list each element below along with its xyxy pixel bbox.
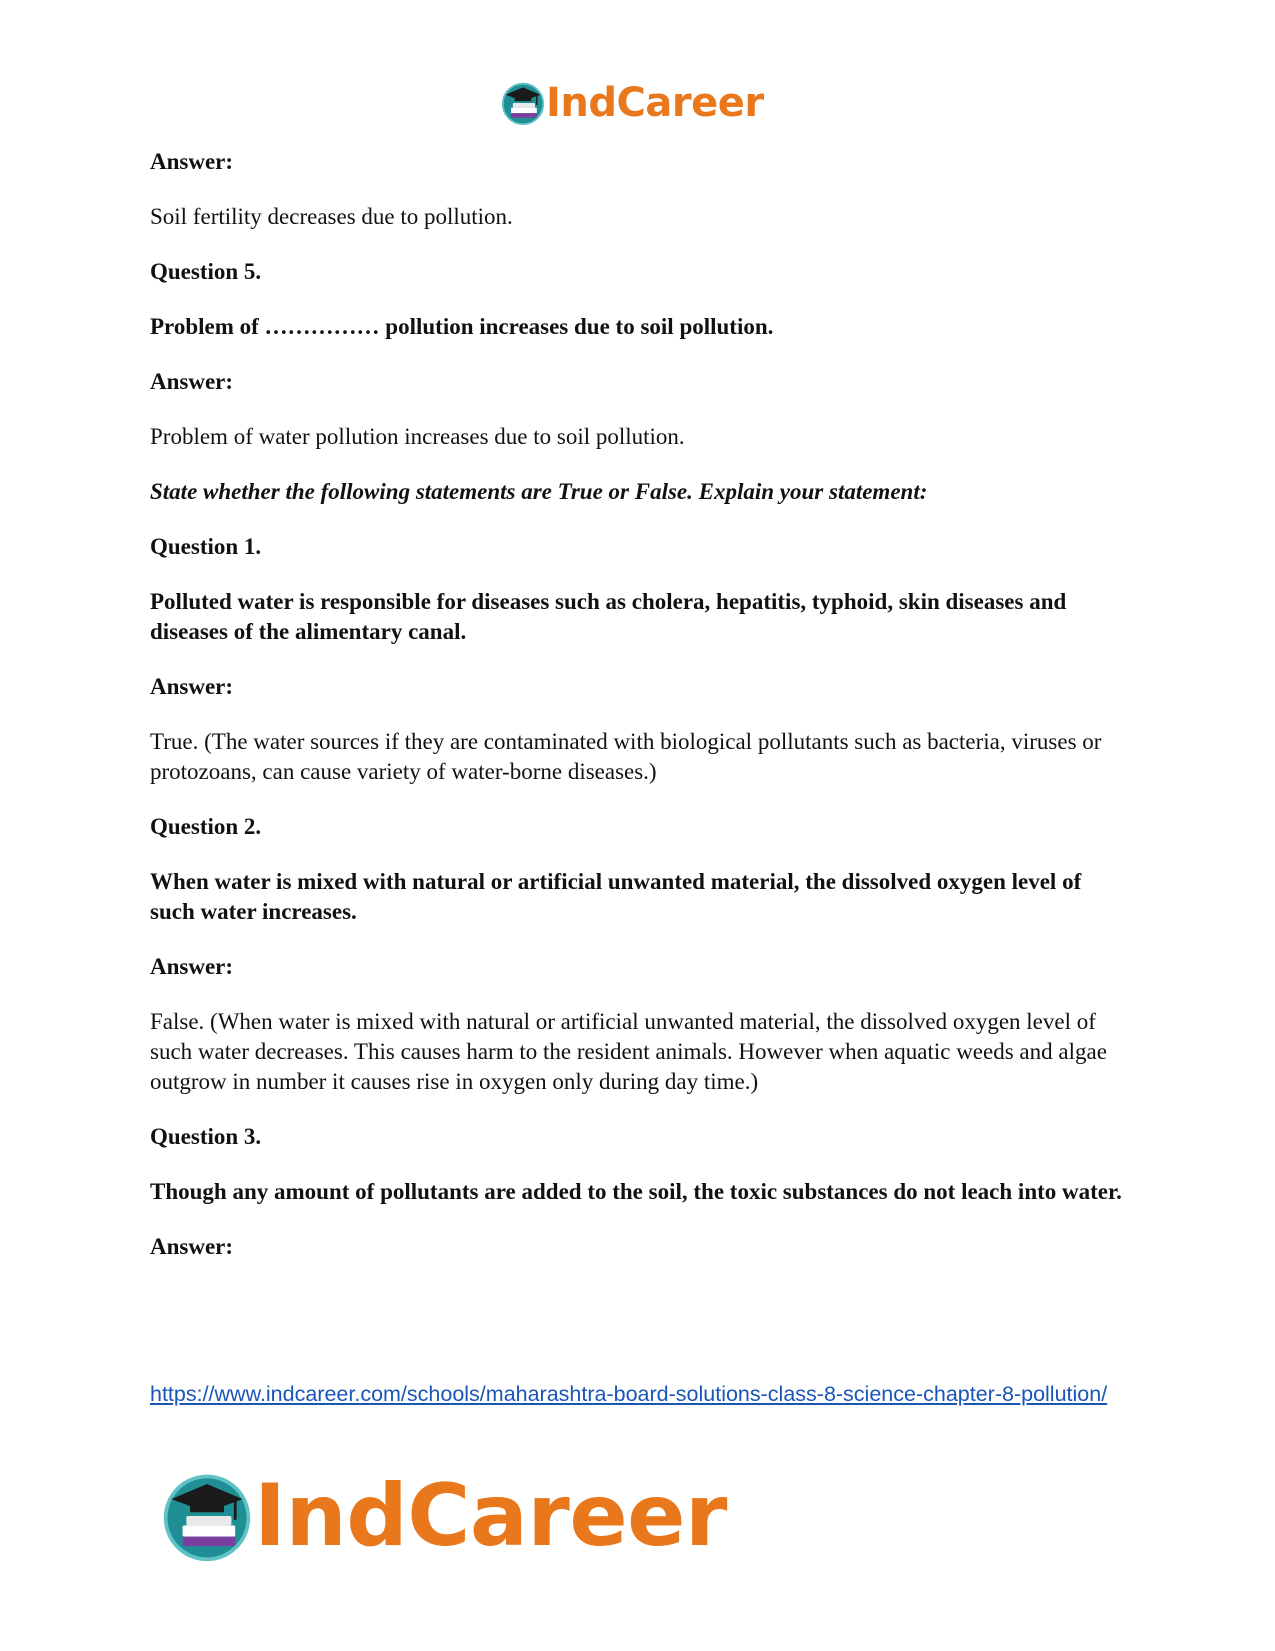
question-heading: Question 3.: [150, 1124, 262, 1149]
header-logo: [500, 78, 764, 128]
answer-heading: Answer:: [150, 149, 234, 174]
answer-heading: Answer:: [150, 369, 234, 394]
answer-heading: Answer:: [150, 954, 234, 979]
footer-logo: [160, 1466, 727, 1566]
source-link[interactable]: https://www.indcareer.com/schools/maharashtra-board-solutions-class-8-science-chapter-8-pollution/: [150, 1382, 1108, 1406]
question-heading: Question 2.: [150, 814, 262, 839]
graduation-cap-books-globe-icon: [500, 80, 546, 126]
section-instruction: State whether the following statements are True or False. Explain your statement:: [150, 479, 928, 504]
document-body: [150, 147, 1130, 1287]
graduation-cap-books-globe-icon: [160, 1469, 254, 1563]
question-heading: Question 1.: [150, 534, 262, 559]
question-text: Though any amount of pollutants are added to the soil, the toxic substances do not leach into water.: [150, 1179, 1122, 1204]
answer-heading: Answer:: [150, 674, 234, 699]
question-heading: Question 5.: [150, 259, 262, 284]
answer-text: Problem of water pollution increases due to soil pollution.: [150, 424, 685, 449]
question-text: Polluted water is responsible for diseases such as cholera, hepatitis, typhoid, skin diseases and diseases of the alimentary canal.: [150, 589, 1067, 644]
answer-heading: Answer:: [150, 1234, 234, 1259]
logo-text: IndCareer: [546, 80, 764, 126]
answer-text: Soil fertility decreases due to pollution.: [150, 204, 513, 229]
logo-text: IndCareer: [254, 1466, 727, 1566]
answer-text: True. (The water sources if they are contaminated with biological pollutants such as bacteria, viruses or protozoans, can cause variety of water-borne diseases.): [150, 729, 1102, 784]
question-text: Problem of …………… pollution increases due to soil pollution.: [150, 314, 774, 339]
answer-text: False. (When water is mixed with natural or artificial unwanted material, the dissolved oxygen level of such water decreases. This causes harm to the resident animals. However when aquatic weeds and algae outgrow in number it causes rise in oxygen only during day time.): [150, 1009, 1107, 1094]
question-text: When water is mixed with natural or artificial unwanted material, the dissolved oxygen level of such water increases.: [150, 869, 1082, 924]
